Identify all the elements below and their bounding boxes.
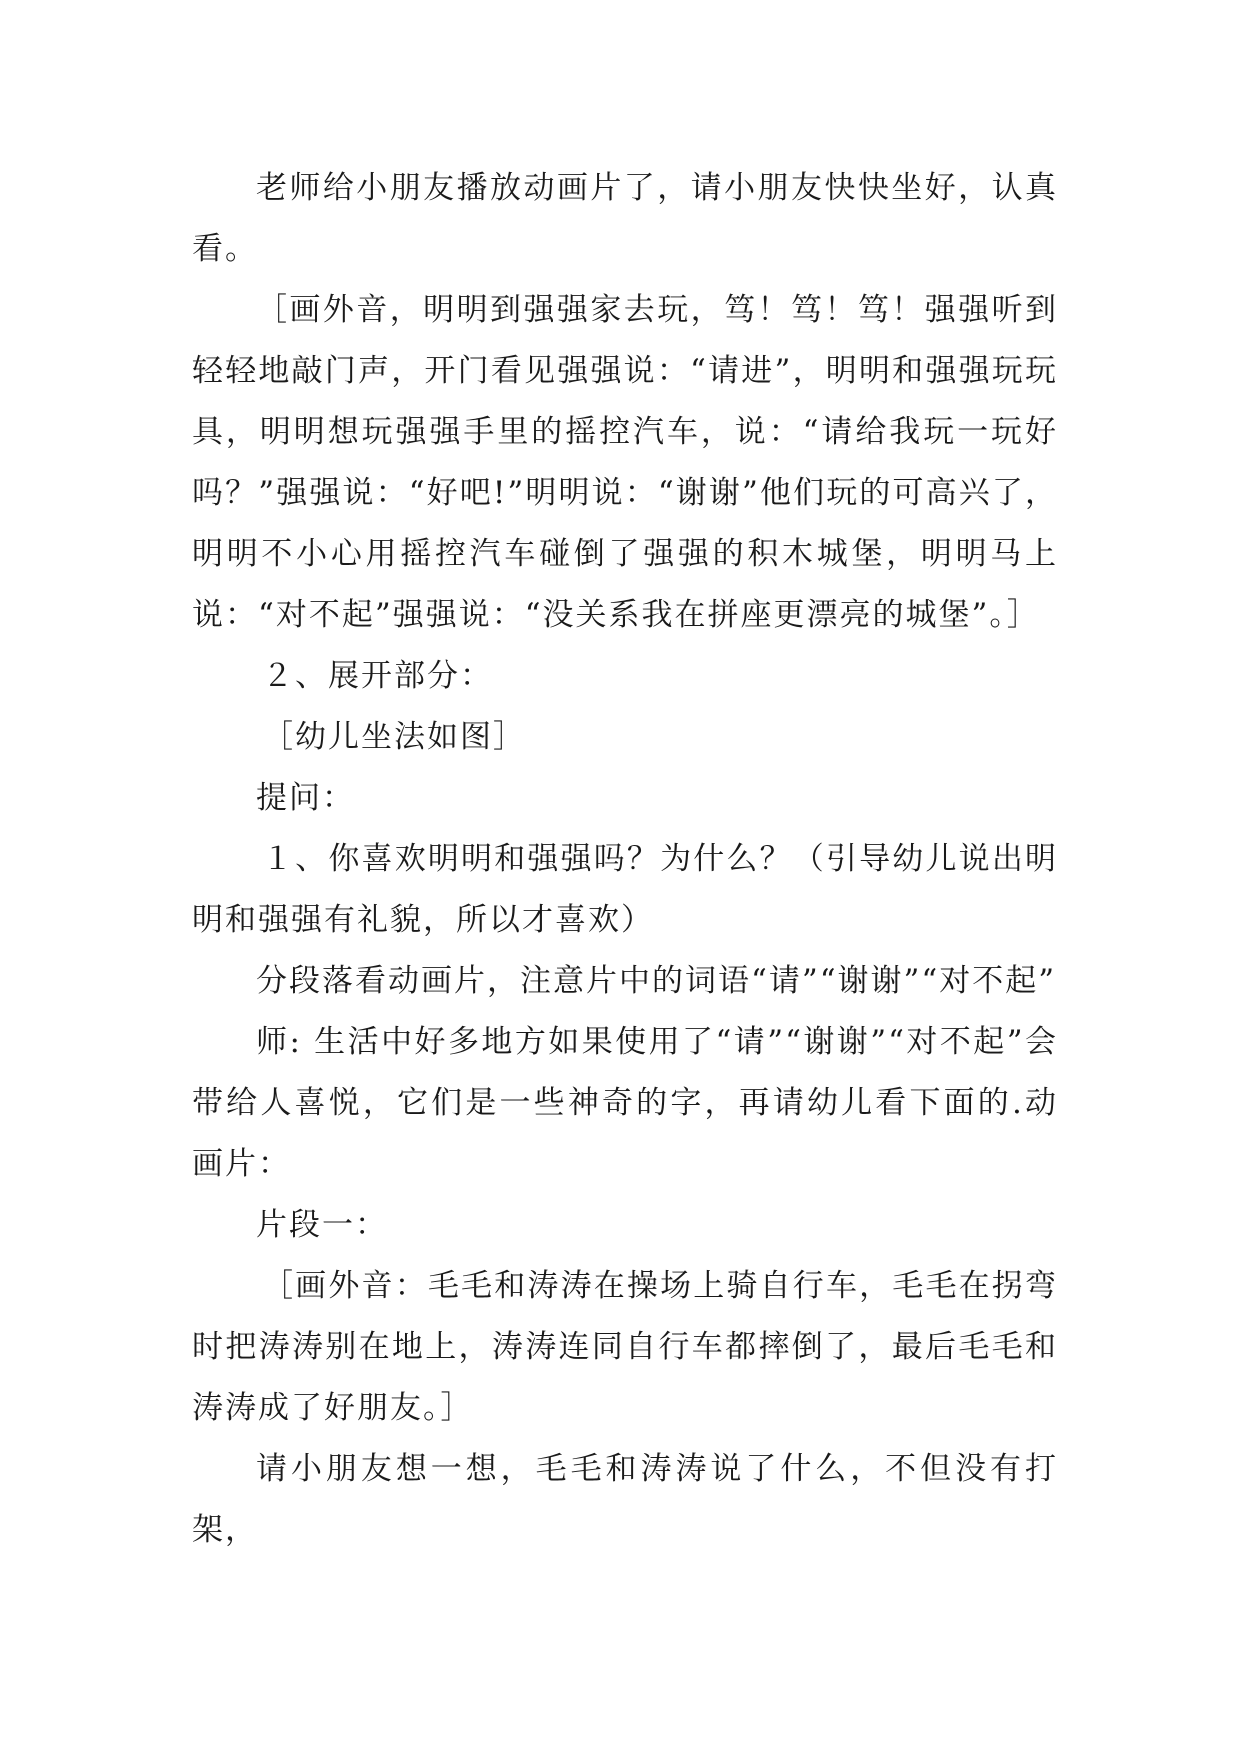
body-text <box>192 158 1058 1561</box>
paragraph-voiceover-1: ［画外音，明明到强强家去玩，笃！笃！笃！强强听到轻轻地敲门声，开门看见强强说：“请进”，明明和强强玩玩具，明明想玩强强手里的摇控汽车，说：“请给我玩一玩好吗？”强强说：“好吧!”明明说：“谢谢”他们玩的可高兴了，明明不小心用摇控汽车碰倒了强强的积木城堡，明明马上说：“对不起”强强说：“没关系我在拼座更漂亮的城堡”。］ <box>192 292 1058 633</box>
paragraph-teacher-remark: 师: 生活中好多地方如果使用了“请”“谢谢”“对不起”会带给人喜悦，它们是一些神奇的字，再请幼儿看下面的.动画片： <box>192 1024 1058 1182</box>
paragraph-think-prompt: 请小朋友想一想，毛毛和涛涛说了什么，不但没有打架， <box>192 1451 1058 1548</box>
paragraph-question-1: １、你喜欢明明和强强吗？为什么？（引导幼儿说出明明和强强有礼貌，所以才喜欢） <box>192 841 1058 938</box>
paragraph-voiceover-2: ［画外音：毛毛和涛涛在操场上骑自行车，毛毛在拐弯时把涛涛别在地上，涛涛连同自行车都摔倒了，最后毛毛和涛涛成了好朋友。］ <box>192 1268 1058 1426</box>
section-heading-expand: ２、展开部分： <box>262 658 493 694</box>
paragraph-segment-1-label: 片段一： <box>256 1207 388 1243</box>
paragraph-seating-note: ［幼儿坐法如图］ <box>262 719 526 755</box>
paragraph-watch-segments: 分段落看动画片，注意片中的词语“请”“谢谢”“对不起” <box>256 963 1057 999</box>
paragraph-intro: 老师给小朋友播放动画片了，请小朋友快快坐好，认真看。 <box>192 170 1058 267</box>
paragraph-questions-label: 提问： <box>256 780 355 816</box>
